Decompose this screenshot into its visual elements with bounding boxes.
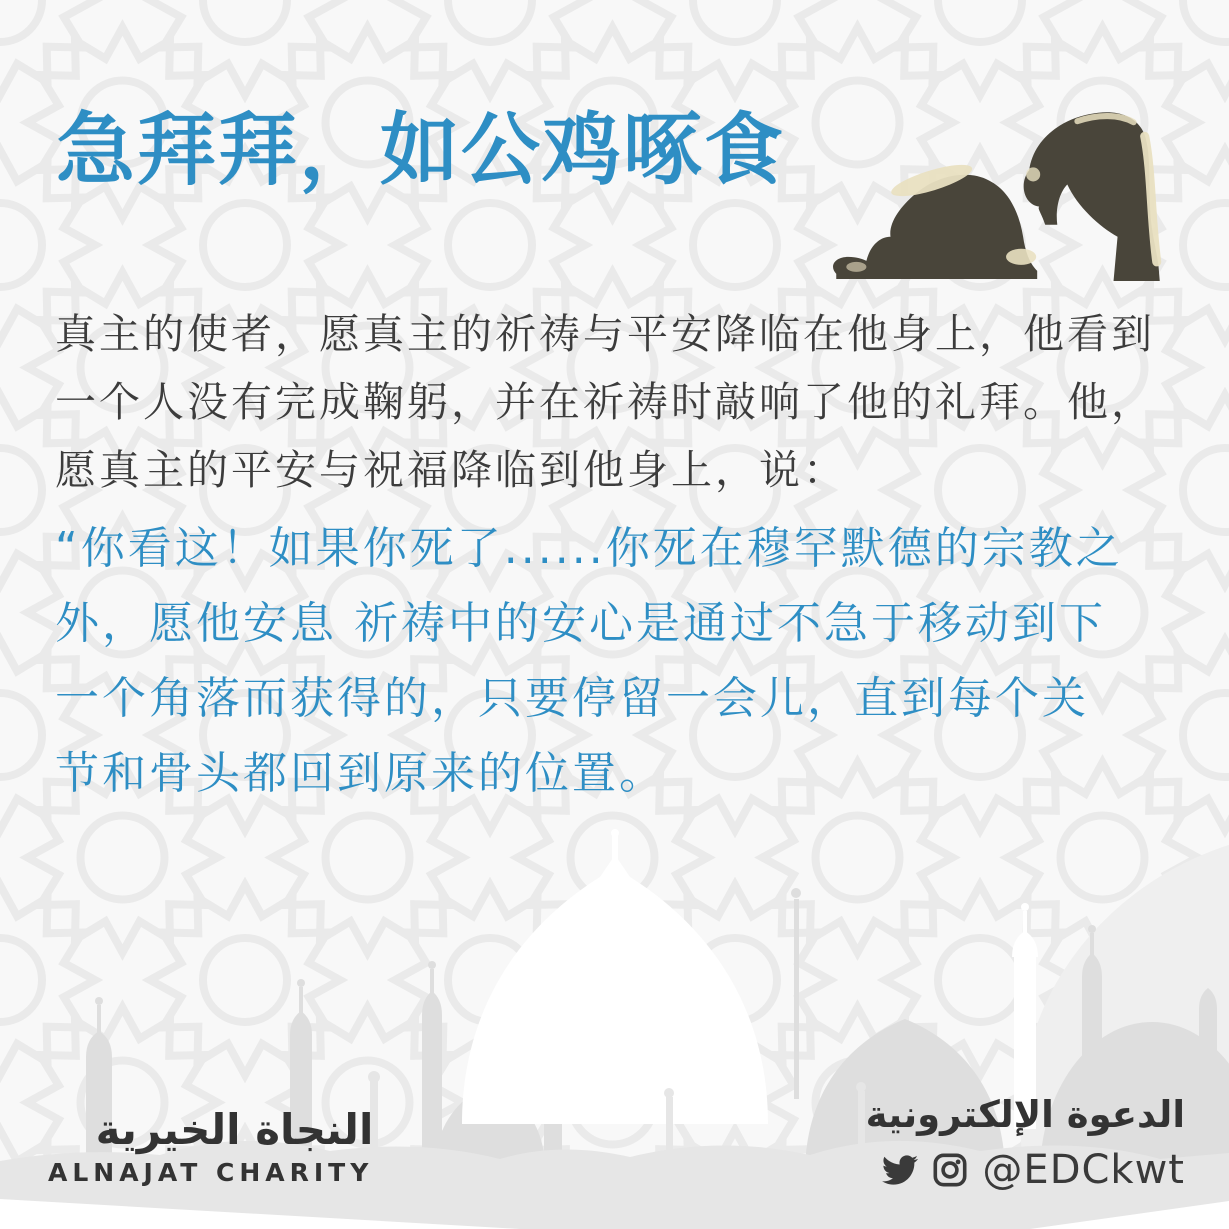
narration-line: 真主的使者，愿真主的祈祷与平安降临在他身上，他看到 <box>55 310 1155 358</box>
edawah-logo <box>866 1093 1185 1193</box>
bowing-figure <box>1024 112 1160 281</box>
quote-line: 外，愿他安息 祈祷中的安心是通过不急于移动到下 <box>55 598 1106 649</box>
quote-line: “你看这！如果你死了......你死在穆罕默德的宗教之 <box>55 523 1123 574</box>
social-handle: @EDCkwt <box>982 1147 1185 1193</box>
social-row <box>866 1147 1185 1193</box>
charity-logo <box>48 1106 373 1187</box>
twitter-icon <box>882 1152 918 1188</box>
edawah-name-arabic: الدعوة الإلكترونية <box>865 1092 1185 1136</box>
instagram-icon <box>932 1152 968 1188</box>
narration-line: 愿真主的平安与祝福降临到他身上，说： <box>55 446 847 494</box>
hadith-quote <box>55 511 1195 811</box>
page-title: 急拜拜，如公鸡啄食 <box>56 104 785 196</box>
quote-line: 一个角落而获得的，只要停留一会儿，直到每个关 <box>55 673 1089 724</box>
charity-name-latin: ALNAJAT CHARITY <box>48 1158 374 1187</box>
hadith-narration <box>55 300 1195 504</box>
quote-line: 节和骨头都回到原来的位置。 <box>55 748 666 799</box>
narration-line: 一个人没有完成鞠躬，并在祈祷时敲响了他的礼拜。他， <box>55 378 1155 426</box>
praying-figures-illustration <box>826 76 1168 292</box>
prostrating-figure <box>833 175 1037 279</box>
article-text <box>55 300 1195 811</box>
charity-name-arabic: النجاة الخيرية <box>95 1104 374 1154</box>
